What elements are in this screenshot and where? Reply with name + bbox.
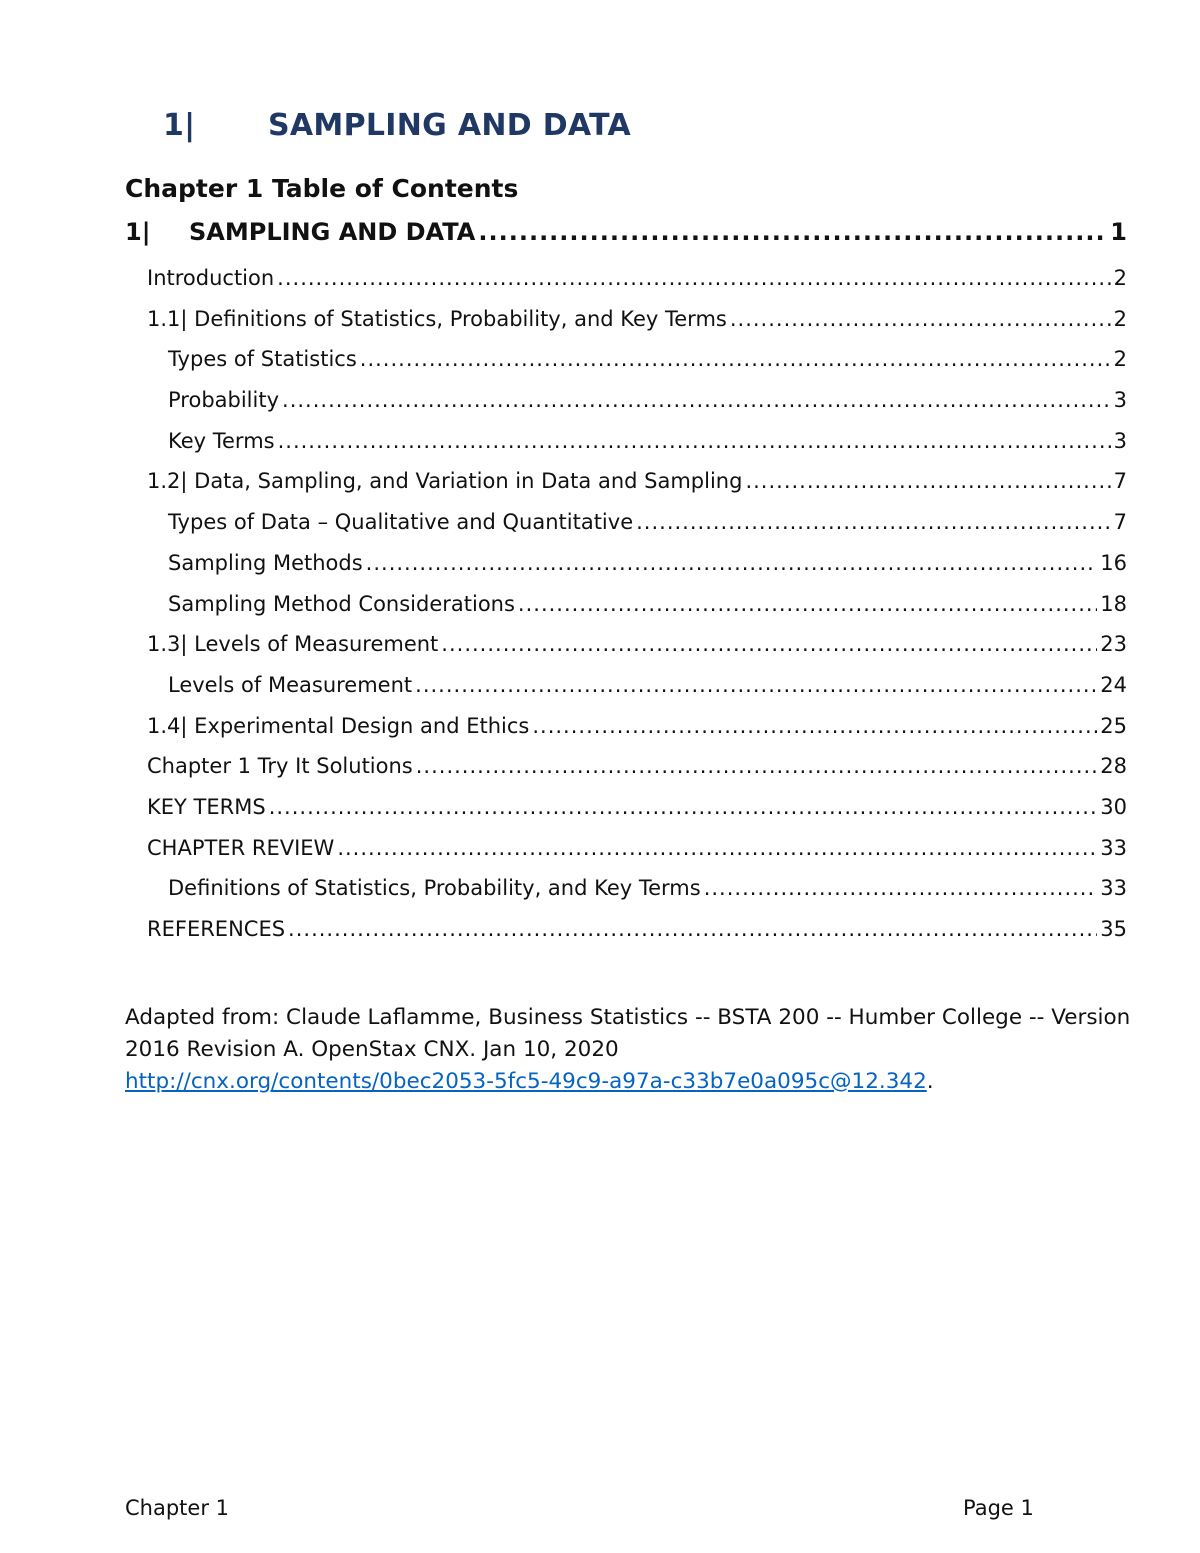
attribution-period: . xyxy=(926,1069,934,1094)
toc-page-number: 2 xyxy=(1113,266,1127,290)
toc-entry-text: Types of Data – Qualitative and Quantitative xyxy=(168,510,634,535)
toc-page-number: 24 xyxy=(1100,672,1127,697)
toc-entry-text: Chapter 1 Try It Solutions xyxy=(147,754,413,779)
footer-page: Page 1 xyxy=(963,1496,1034,1520)
toc-entry[interactable] xyxy=(125,551,1127,592)
toc-entry-text: 1.2| Data, Sampling, and Variation in Data and Sampling xyxy=(147,469,743,494)
toc-entry[interactable] xyxy=(125,469,1127,510)
toc-entry-text: Levels of Measurement xyxy=(168,672,413,697)
toc-entry-text: 1.3| Levels of Measurement xyxy=(147,632,439,657)
chapter-number: 1| xyxy=(163,108,196,143)
toc-entry[interactable] xyxy=(125,266,1127,307)
toc-entry-text: Types of Statistics xyxy=(168,347,357,372)
toc-title: Chapter 1 Table of Contents xyxy=(125,174,519,203)
toc-page-number: 7 xyxy=(1113,469,1127,494)
dot-leader xyxy=(478,218,1107,246)
toc-entry-list xyxy=(125,266,1127,958)
dot-leader xyxy=(745,469,1110,493)
dot-leader xyxy=(730,307,1111,331)
toc-entry-main[interactable] xyxy=(125,218,1127,266)
source-link[interactable]: http://cnx.org/contents/0bec2053-5fc5-49c9-a97a-c33b7e0a095c@12.342 xyxy=(125,1069,927,1094)
dot-leader xyxy=(636,510,1111,534)
toc-entry[interactable] xyxy=(125,673,1127,714)
toc-entry-text: REFERENCES xyxy=(147,917,286,941)
toc-entry-text: Definitions of Statistics, Probability, and Key Terms xyxy=(168,876,701,901)
toc-entry[interactable] xyxy=(125,795,1127,836)
chapter-heading xyxy=(163,108,631,143)
toc-page-number: 16 xyxy=(1100,550,1127,575)
toc-entry-text: Introduction xyxy=(147,266,275,290)
toc-entry-text: 1.4| Experimental Design and Ethics xyxy=(147,713,530,738)
toc-page-number: 23 xyxy=(1100,632,1127,657)
toc-entry-text: CHAPTER REVIEW xyxy=(147,835,335,860)
attribution-text: Adapted from: Claude Laflamme, Business Statistics -- BSTA 200 -- Humber College -- Version 2016 Revision A. OpenStax CNX. Jan 10, 2020 xyxy=(125,1005,1131,1062)
dot-leader xyxy=(360,347,1111,371)
toc-entry-number: 1| xyxy=(125,218,151,246)
dot-leader xyxy=(277,266,1110,290)
toc-entry[interactable] xyxy=(125,429,1127,470)
toc-entry-title: SAMPLING AND DATA xyxy=(189,218,476,246)
toc-entry-text: Probability xyxy=(168,388,280,413)
dot-leader xyxy=(269,795,1098,819)
toc-entry[interactable] xyxy=(125,632,1127,673)
dot-leader xyxy=(441,632,1097,656)
dot-leader xyxy=(366,551,1098,575)
toc-entry[interactable] xyxy=(125,307,1127,348)
toc-entry[interactable] xyxy=(125,510,1127,551)
dot-leader xyxy=(278,429,1111,453)
toc-entry[interactable] xyxy=(125,714,1127,755)
footer-chapter: Chapter 1 xyxy=(125,1496,229,1520)
table-of-contents xyxy=(125,218,1127,958)
toc-entry[interactable] xyxy=(125,876,1127,917)
toc-entry-text: KEY TERMS xyxy=(147,794,266,819)
dot-leader xyxy=(416,754,1098,778)
toc-entry[interactable] xyxy=(125,388,1127,429)
dot-leader xyxy=(337,836,1097,860)
toc-page-number: 28 xyxy=(1100,754,1127,779)
dot-leader xyxy=(288,917,1097,941)
toc-page-number: 25 xyxy=(1100,713,1127,738)
toc-page-number: 33 xyxy=(1100,876,1127,901)
dot-leader xyxy=(282,388,1111,412)
toc-page-number: 3 xyxy=(1113,428,1127,453)
dot-leader xyxy=(415,673,1097,697)
attribution xyxy=(125,1002,1135,1098)
toc-page-number: 2 xyxy=(1113,347,1127,372)
toc-entry-text: Key Terms xyxy=(168,428,275,453)
toc-entry-text xyxy=(125,218,475,246)
toc-page-number: 2 xyxy=(1113,306,1127,331)
toc-entry[interactable] xyxy=(125,754,1127,795)
toc-page-number: 3 xyxy=(1113,388,1127,413)
dot-leader xyxy=(518,592,1097,616)
toc-page-number: 33 xyxy=(1100,835,1127,860)
toc-entry-text: Sampling Method Considerations xyxy=(168,591,515,616)
chapter-title: SAMPLING AND DATA xyxy=(268,108,632,143)
dot-leader xyxy=(704,876,1098,900)
toc-entry-text: Sampling Methods xyxy=(168,550,363,575)
toc-entry[interactable] xyxy=(125,347,1127,388)
toc-entry[interactable] xyxy=(125,836,1127,877)
toc-page-number: 7 xyxy=(1113,510,1127,535)
toc-page-number: 18 xyxy=(1100,591,1127,616)
toc-page-number: 35 xyxy=(1100,917,1127,941)
toc-entry-text: 1.1| Definitions of Statistics, Probability, and Key Terms xyxy=(147,306,727,331)
toc-page-number: 1 xyxy=(1110,218,1127,246)
toc-entry[interactable] xyxy=(125,592,1127,633)
toc-page-number: 30 xyxy=(1100,794,1127,819)
dot-leader xyxy=(532,714,1097,738)
toc-entry[interactable] xyxy=(125,917,1127,958)
